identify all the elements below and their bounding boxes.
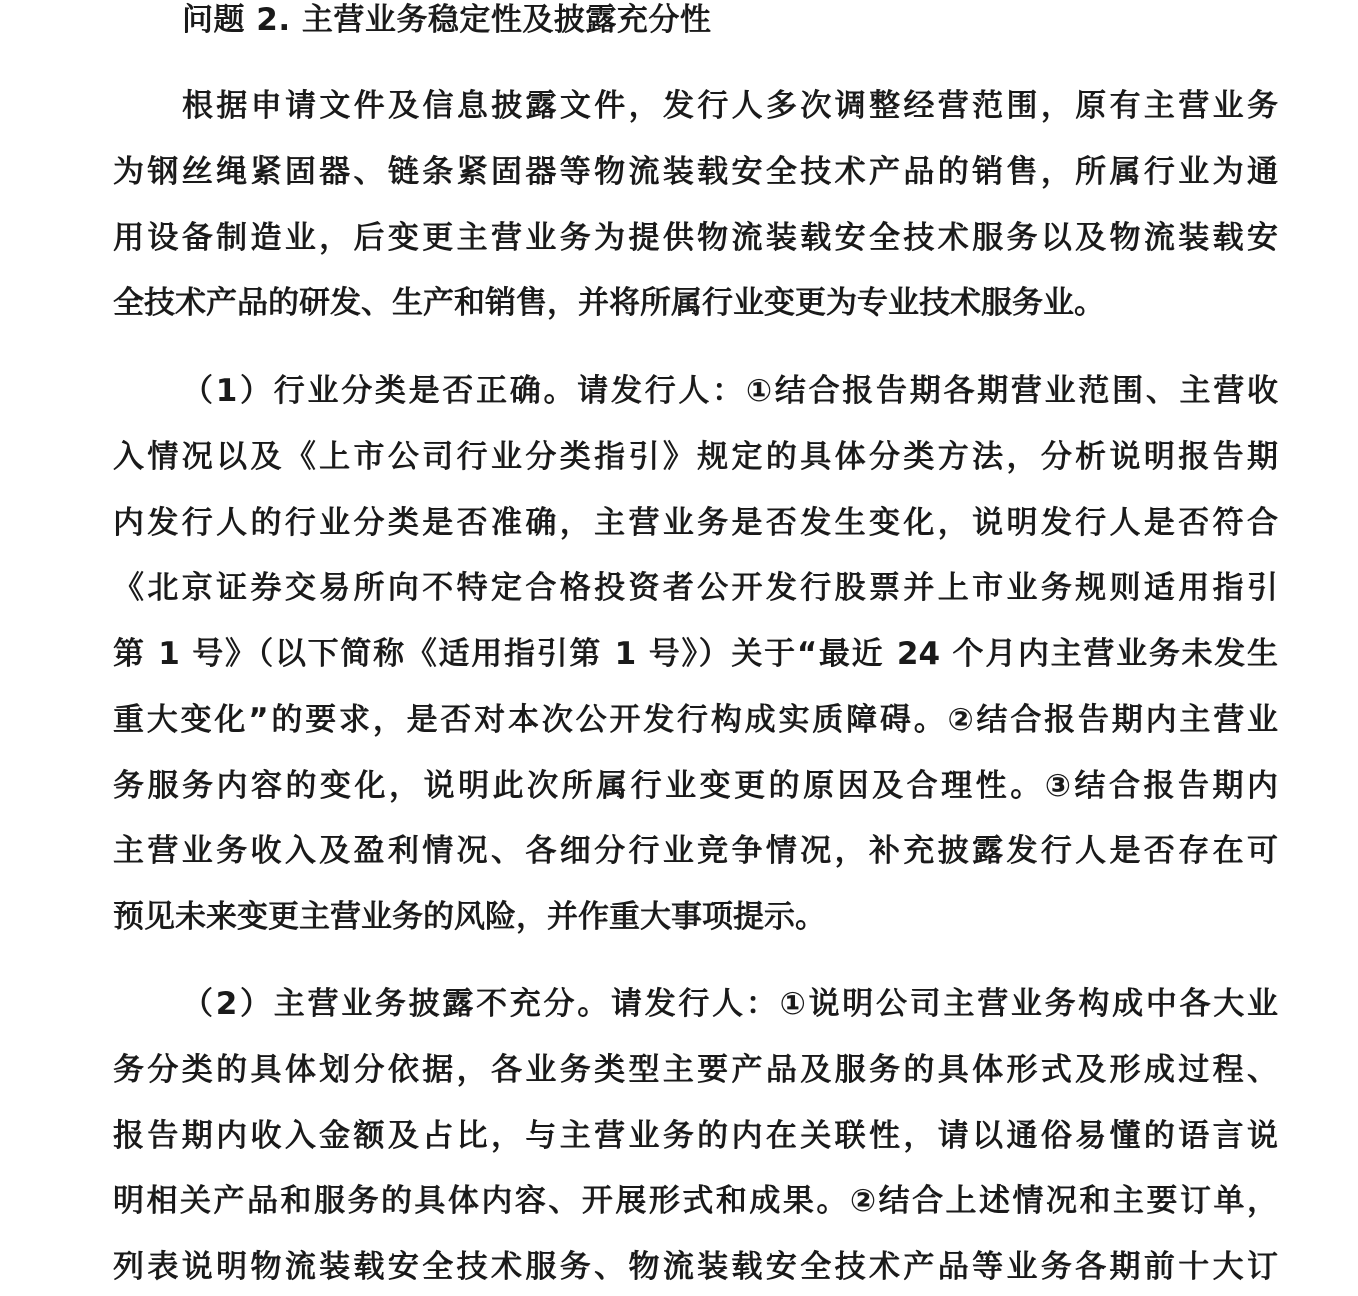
text-line: 《北京证券交易所向不特定合格投资者公开发行股票并上市业务规则适用指引 xyxy=(113,570,1278,606)
text-line: 第 1 号》（以下简称《适用指引第 1 号》）关于“最近 24 个月内主营业务未发生 xyxy=(113,636,1278,672)
text-line: 全技术产品的研发、生产和销售，并将所属行业变更为专业技术服务业。 xyxy=(113,285,1105,321)
text-line: 重大变化”的要求，是否对本次公开发行构成实质障碍。②结合报告期内主营业 xyxy=(113,702,1278,738)
text-line: 预见未来变更主营业务的风险，并作重大事项提示。 xyxy=(113,899,826,935)
text-line: 报告期内收入金额及占比，与主营业务的内在关联性，请以通俗易懂的语言说 xyxy=(113,1118,1278,1154)
text-line: 列表说明物流装载安全技术服务、物流装载安全技术产品等业务各期前十大订 xyxy=(113,1249,1278,1285)
text-line: 务服务内容的变化，说明此次所属行业变更的原因及合理性。③结合报告期内 xyxy=(113,768,1278,804)
text-line: 根据申请文件及信息披露文件，发行人多次调整经营范围，原有主营业务 xyxy=(182,88,1278,124)
text-line: 主营业务收入及盈利情况、各细分行业竞争情况，补充披露发行人是否存在可 xyxy=(113,833,1278,869)
question-heading: 问题 2. 主营业务稳定性及披露充分性 xyxy=(182,2,712,38)
text-line: 明相关产品和服务的具体内容、开展形式和成果。②结合上述情况和主要订单， xyxy=(113,1183,1278,1219)
text-line: （1）行业分类是否正确。请发行人：①结合报告期各期营业范围、主营收 xyxy=(182,373,1278,409)
text-line: 为钢丝绳紧固器、链条紧固器等物流装载安全技术产品的销售，所属行业为通 xyxy=(113,154,1278,190)
text-line: （2）主营业务披露不充分。请发行人：①说明公司主营业务构成中各大业 xyxy=(182,986,1278,1022)
text-line: 入情况以及《上市公司行业分类指引》规定的具体分类方法，分析说明报告期 xyxy=(113,439,1278,475)
text-line: 用设备制造业，后变更主营业务为提供物流装载安全技术服务以及物流装载安 xyxy=(113,220,1278,256)
text-line: 内发行人的行业分类是否准确，主营业务是否发生变化，说明发行人是否符合 xyxy=(113,505,1278,541)
text-line: 务分类的具体划分依据，各业务类型主要产品及服务的具体形式及形成过程、 xyxy=(113,1052,1278,1088)
